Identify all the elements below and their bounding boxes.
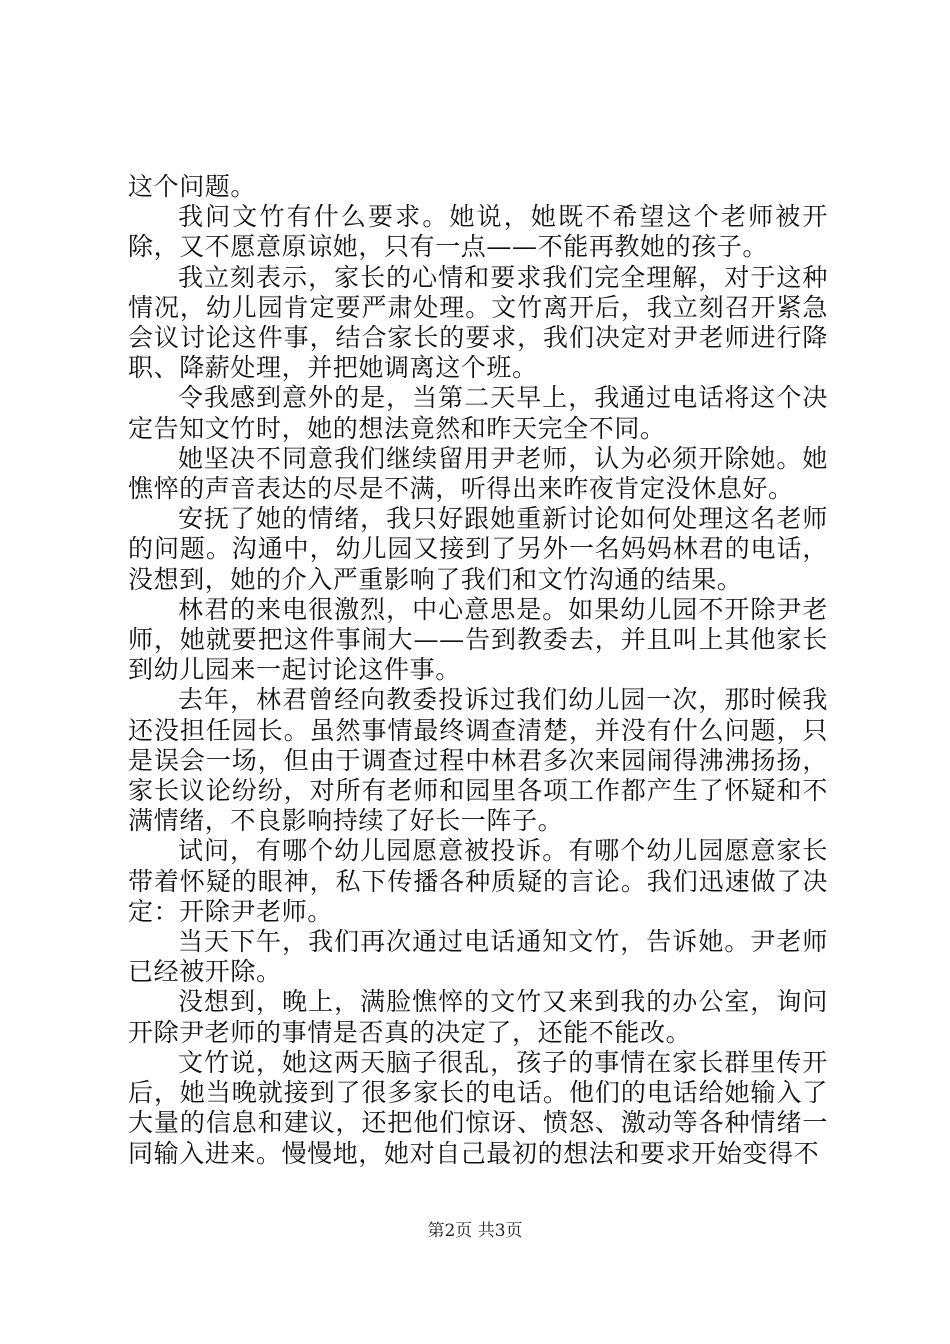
paragraph: 试问，有哪个幼儿园愿意被投诉。有哪个幼儿园愿意家长带着怀疑的眼神，私下传播各种质疑的言论。我们迅速做了决定：开除尹老师。 — [128, 836, 828, 926]
document-body — [128, 172, 828, 1169]
paragraph: 我立刻表示，家长的心情和要求我们完全理解，对于这种情况，幼儿园肯定要严肃处理。文竹离开后，我立刻召开紧急会议讨论这件事，结合家长的要求，我们决定对尹老师进行降职、降薪处理，并把她调离这个班。 — [128, 262, 828, 383]
paragraph: 她坚决不同意我们继续留用尹老师，认为必须开除她。她憔悴的声音表达的尽是不满，听得出来昨夜肯定没休息好。 — [128, 443, 828, 504]
paragraph: 林君的来电很激烈，中心意思是。如果幼儿园不开除尹老师，她就要把这件事闹大——告到教委去，并且叫上其他家长到幼儿园来一起讨论这件事。 — [128, 594, 828, 685]
paragraph: 当天下午，我们再次通过电话通知文竹，告诉她。尹老师已经被开除。 — [128, 927, 828, 987]
paragraph: 令我感到意外的是，当第二天早上，我通过电话将这个决定告知文竹时，她的想法竟然和昨天完全不同。 — [128, 383, 828, 443]
paragraph: 安抚了她的情绪，我只好跟她重新讨论如何处理这名老师的问题。沟通中，幼儿园又接到了另外一名妈妈林君的电话，没想到，她的介入严重影响了我们和文竹沟通的结果。 — [128, 504, 828, 594]
paragraph: 去年，林君曾经向教委投诉过我们幼儿园一次，那时候我还没担任园长。虽然事情最终调查清楚，并没有什么问题，只是误会一场，但由于调查过程中林君多次来园闹得沸沸扬扬，家长议论纷纷，对所有老师和园里各项工作都产生了怀疑和不满情绪，不良影响持续了好长一阵子。 — [128, 685, 828, 836]
paragraph: 这个问题。 — [128, 172, 257, 201]
paragraph: 我问文竹有什么要求。她说，她既不希望这个老师被开除，又不愿意原谅她，只有一点——不能再教她的孩子。 — [128, 202, 828, 262]
page-footer: 第2页 共3页 — [427, 1221, 523, 1241]
paragraph: 文竹说，她这两天脑子很乱，孩子的事情在家长群里传开后，她当晚就接到了很多家长的电话。他们的电话给她输入了大量的信息和建议，还把他们惊讶、愤怒、激动等各种情绪一同输入进来。慢慢地，她对自己最初的想法和要求开始变得不 — [128, 1047, 828, 1168]
paragraph: 没想到，晚上，满脸憔悴的文竹又来到我的办公室，询问开除尹老师的事情是否真的决定了，还能不能改。 — [128, 987, 828, 1047]
